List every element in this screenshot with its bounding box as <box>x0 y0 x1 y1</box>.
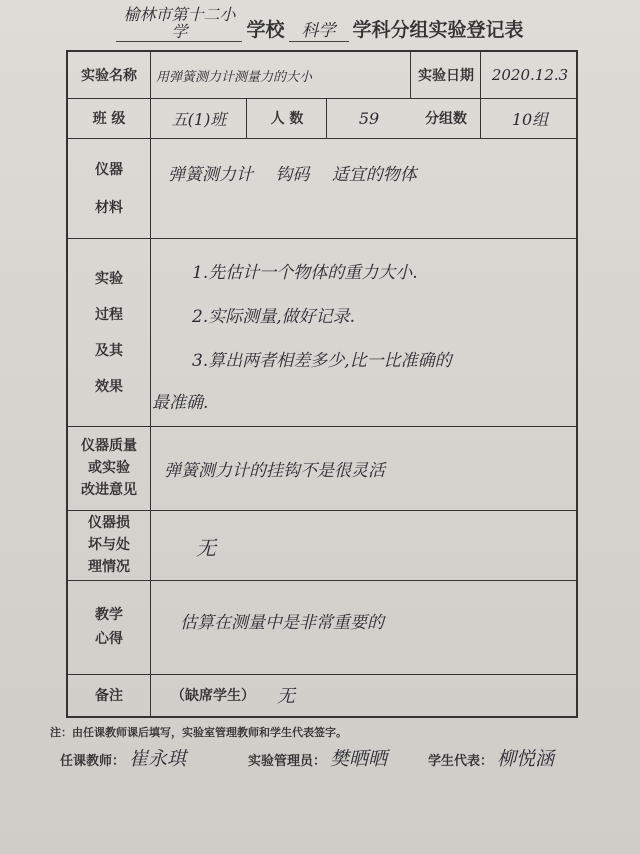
damage-label-line: 仪器损 <box>88 514 130 531</box>
damage-label <box>68 510 150 580</box>
teacher-signature <box>60 744 186 771</box>
remarks-value: 无 <box>277 686 295 707</box>
footer-note: 注：由任课教师课后填写，实验室管理教师和学生代表签字。 <box>50 726 347 739</box>
column-divider <box>326 98 327 138</box>
quality-label-line: 或实验 <box>88 459 130 476</box>
groups-label: 分组数 <box>425 111 467 127</box>
quality-label-line: 改进意见 <box>81 482 137 499</box>
process-line: 3.算出两者相差多少,比一比准确的 <box>192 351 452 371</box>
column-divider <box>410 52 411 98</box>
remarks-label: 备注 <box>95 688 123 704</box>
remarks-hint: （缺席学生） <box>171 688 255 704</box>
lab-manager-label: 实验管理员： <box>248 754 327 769</box>
title-suffix: 学科分组实验登记表 <box>352 19 524 41</box>
lab-manager-signature <box>248 744 387 771</box>
damage-label-line: 理情况 <box>88 559 130 576</box>
student-rep-label: 学生代表： <box>428 754 494 769</box>
student-rep-value: 柳悦涵 <box>497 748 555 770</box>
experiment-table <box>66 50 578 718</box>
process-label-line: 过程 <box>95 307 123 323</box>
quality-label-line: 仪器质量 <box>81 437 137 454</box>
date-label: 实验日期 <box>418 68 474 84</box>
process-label-line: 实验 <box>95 271 123 287</box>
groups-value: 10组 <box>511 109 549 129</box>
equipment-value: 弹簧测力计 钩码 适宜的物体 <box>168 165 417 185</box>
process-line: 最准确. <box>152 393 209 413</box>
lab-manager-value: 樊晒晒 <box>330 748 388 770</box>
damage-label-line: 坏与处 <box>88 536 130 553</box>
count-value: 59 <box>358 108 380 128</box>
process-line: 2.实际测量,做好记录. <box>192 307 356 327</box>
quality-label <box>68 426 150 510</box>
process-line: 1.先估计一个物体的重力大小. <box>192 263 418 283</box>
learning-label <box>68 580 150 674</box>
teacher-value: 崔永琪 <box>129 748 187 770</box>
experiment-name-label: 实验名称 <box>81 68 137 84</box>
count-label: 人 数 <box>270 111 304 127</box>
process-label-line: 及其 <box>95 343 123 359</box>
subject-name: 科学 <box>289 22 349 42</box>
class-value: 五(1)班 <box>171 109 227 129</box>
process-label-line: 效果 <box>95 379 123 395</box>
school-suffix: 学校 <box>246 19 285 41</box>
learning-value: 估算在测量中是非常重要的 <box>180 613 384 633</box>
equipment-label-line: 仪器 <box>95 162 123 178</box>
form-title <box>0 4 640 42</box>
student-rep-signature <box>428 744 554 771</box>
learning-label-line: 教学 <box>95 606 123 623</box>
quality-value: 弹簧测力计的挂钩不是很灵活 <box>164 461 385 481</box>
column-divider <box>150 52 151 716</box>
date-value: 2020.12.3 <box>491 66 569 84</box>
column-divider <box>246 98 247 138</box>
process-label <box>68 238 150 426</box>
equipment-label <box>68 138 150 238</box>
teacher-label: 任课教师： <box>60 754 126 769</box>
column-divider <box>480 52 481 138</box>
learning-label-line: 心得 <box>95 631 123 647</box>
class-label: 班 级 <box>92 111 126 127</box>
equipment-label-line: 材料 <box>95 200 123 216</box>
damage-value: 无 <box>196 536 216 560</box>
experiment-name-value: 用弹簧测力计测量力的大小 <box>156 69 313 85</box>
school-name: 榆林市第十二小学 <box>116 6 242 42</box>
